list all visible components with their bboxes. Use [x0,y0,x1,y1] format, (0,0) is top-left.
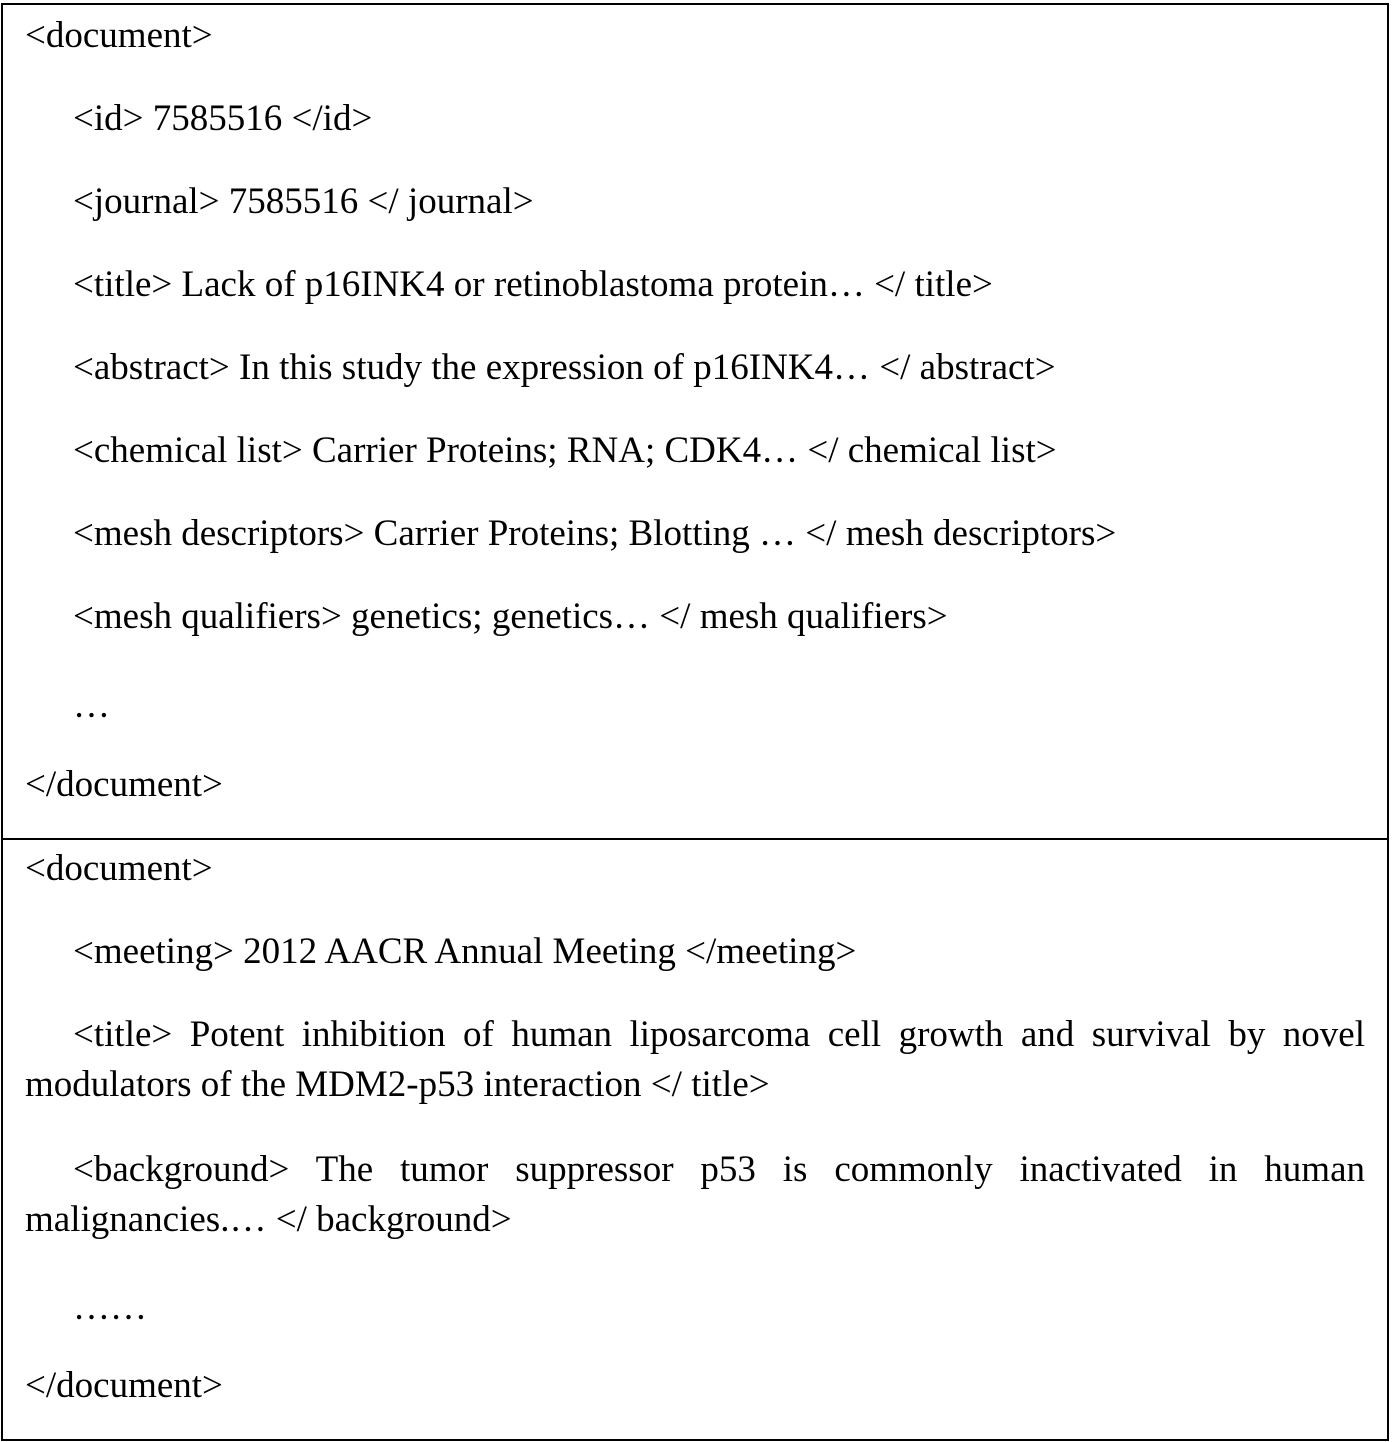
document-box-1 [1,3,1389,840]
ellipsis: …… [73,1287,147,1328]
background-paragraph: <background> The tumor suppressor p53 is commonly inactivated in human malignancies.… </ background> [25,1149,1365,1240]
document-box-2 [1,838,1389,1441]
abstract-line: <abstract> In this study the expression of p16INK4… </ abstract> [73,347,1056,388]
ellipsis: … [73,685,110,726]
mesh-descriptors-line: <mesh descriptors> Carrier Proteins; Blotting … </ mesh descriptors> [73,513,1117,554]
title-paragraph: <title> Potent inhibition of human liposarcoma cell growth and survival by novel modulators of the MDM2-p53 interaction </ title> [25,1014,1365,1105]
title-line: <title> Lack of p16INK4 or retinoblastoma protein… </ title> [73,264,993,305]
document-close-tag: </document> [25,1365,223,1406]
mesh-qualifiers-line: <mesh qualifiers> genetics; genetics… </ mesh qualifiers> [73,596,948,637]
document-close-tag: </document> [25,764,223,805]
document-open-tag: <document> [25,15,213,56]
journal-line: <journal> 7585516 </ journal> [73,181,534,222]
meeting-line: <meeting> 2012 AACR Annual Meeting </meeting> [73,931,857,972]
document-open-tag: <document> [25,848,213,889]
id-line: <id> 7585516 </id> [73,98,373,139]
chemical-list-line: <chemical list> Carrier Proteins; RNA; CDK4… </ chemical list> [73,430,1057,471]
